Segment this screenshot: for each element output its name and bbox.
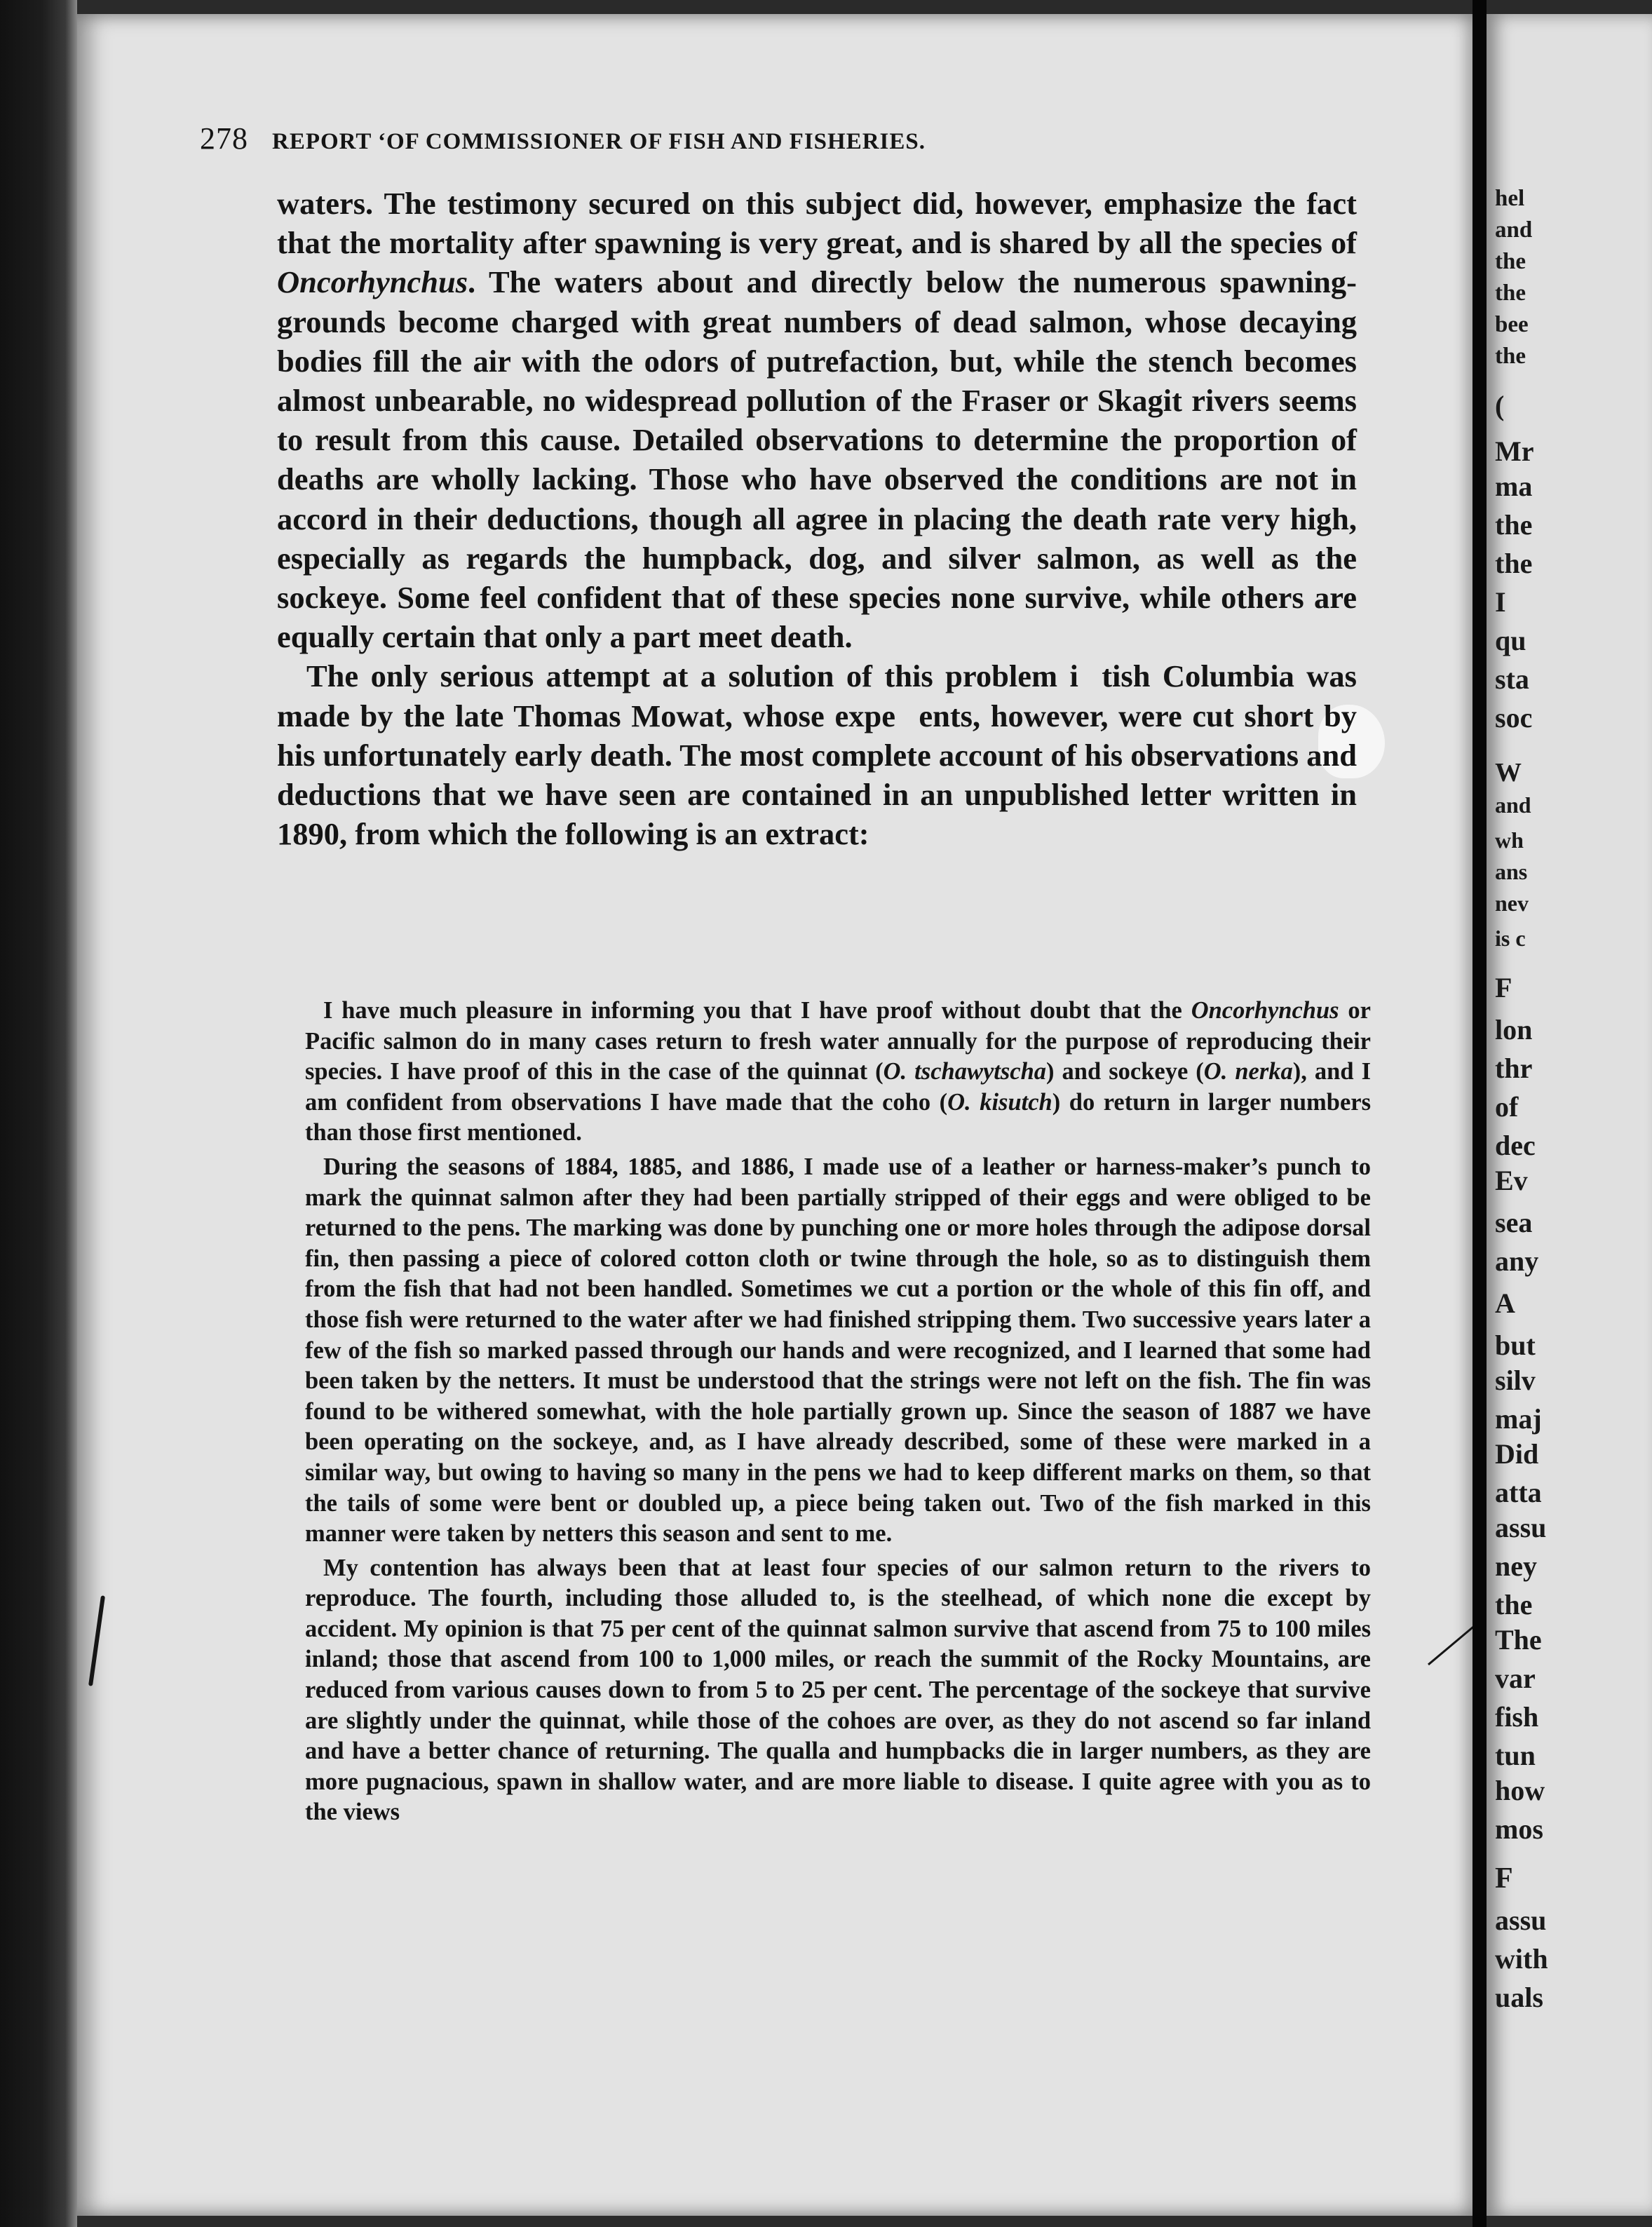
running-title: REPORT ʻOF COMMISSIONER OF FISH AND FISHERIES.	[272, 129, 926, 154]
facing-page-word-fragment: how	[1495, 1775, 1545, 1806]
facing-page-word-fragment: Did	[1495, 1438, 1539, 1470]
facing-page-word-fragment: with	[1495, 1943, 1548, 1975]
extract-paragraph-proof: I have much pleasure in informing you that I have proof without doubt that the Oncorhynchus or Pacific salmon do in many cases return to fresh water annually for the purpose of reproducing their species. I have proof of this in the case of the quinnat (O. tschawytscha) and sockeye (O. nerka), and I am confident from observations I have made that the coho (O. kisutch) do return in larger numbers than those first mentioned.	[305, 997, 1372, 1146]
facing-page-word-fragment: A	[1495, 1287, 1515, 1319]
facing-page-word-fragment: I	[1495, 586, 1506, 618]
page-number: 278	[200, 121, 248, 156]
letter-extract	[305, 996, 1371, 1832]
facing-page-fragment	[1487, 14, 1652, 2216]
facing-page-word-fragment: assu	[1495, 1512, 1547, 1543]
facing-page-word-fragment: the	[1495, 548, 1533, 579]
facing-page-word-fragment: silv	[1495, 1365, 1536, 1396]
facing-page-word-fragment: (	[1495, 390, 1505, 421]
facing-page-word-fragment: and	[1495, 792, 1531, 818]
margin-mark	[1428, 1623, 1472, 1665]
genus-name: Oncorhynchus	[277, 264, 468, 300]
facing-page-word-fragment: F	[1495, 972, 1512, 1003]
facing-page-word-fragment: thr	[1495, 1052, 1533, 1084]
facing-page-word-fragment: qu	[1495, 625, 1526, 656]
facing-page-word-fragment: wh	[1495, 827, 1524, 853]
paragraph-mowat: The only serious attempt at a solution of this problem i tish Columbia was made by the late Thomas Mowat, whose expe ents, however, were cut short by his unfortunately early death. The most complete account of his observations and deductions that we have seen are contained in an unpublished letter written in 1890, from which the following is an extract:	[277, 658, 1357, 852]
facing-page-word-fragment: var	[1495, 1663, 1536, 1694]
facing-page-word-fragment: uals	[1495, 1982, 1543, 2013]
facing-page-word-fragment: soc	[1495, 702, 1533, 733]
facing-page-word-fragment: the	[1495, 280, 1526, 306]
facing-page-word-fragment: assu	[1495, 1904, 1547, 1936]
facing-page-word-fragment: The	[1495, 1624, 1542, 1656]
species-name: O. kisutch	[947, 1088, 1052, 1116]
facing-page-word-fragment: sea	[1495, 1207, 1533, 1238]
facing-page-word-fragment: bee	[1495, 312, 1529, 337]
running-head	[200, 121, 1406, 163]
facing-page-word-fragment: any	[1495, 1245, 1539, 1277]
facing-page-word-fragment: ney	[1495, 1550, 1537, 1582]
facing-page-word-fragment: mos	[1495, 1813, 1543, 1845]
book-binding-edge	[0, 0, 77, 2227]
facing-page-word-fragment: and	[1495, 217, 1533, 243]
margin-mark	[88, 1595, 105, 1686]
facing-page-word-fragment: is c	[1495, 926, 1526, 951]
facing-page-word-fragment: ma	[1495, 471, 1533, 502]
facing-page-word-fragment: maj	[1495, 1403, 1542, 1435]
facing-page-word-fragment: of	[1495, 1091, 1519, 1123]
facing-page-word-fragment: fish	[1495, 1701, 1539, 1733]
species-name: O. nerka	[1203, 1058, 1293, 1085]
facing-page-word-fragment: dec	[1495, 1130, 1536, 1161]
facing-page-word-fragment: lon	[1495, 1014, 1533, 1045]
facing-page-word-fragment: the	[1495, 1589, 1533, 1620]
facing-page-word-fragment: tun	[1495, 1740, 1536, 1771]
facing-page-word-fragment: hel	[1495, 186, 1525, 211]
extract-paragraph-marking: During the seasons of 1884, 1885, and 1886, I made use of a leather or harness-maker’s punch to mark the quinnat salmon after they had been partially stripped of their eggs and were obliged to be returned to the pens. The marking was done by punching one or more holes through the adipose dorsal fin, then passing a piece of colored cotton cloth or twine through the hole, so as to distinguish them from the fish that had not been handled. Sometimes we cut a portion or the whole of this fin off, and those fish were returned to the water after we had finished stripping them. Two successive years later a few of the fish so marked passed through our hands and were recognized, and I learned that some had been taken by the netters. It must be understood that the strings were not left on the fish. The fin was found to be withered somewhat, with the hole partially grown up. Since the season of 1887 we have been operating on the sockeye, and, as I have already described, some of these were marked in a similar way, but owing to having so many in the pens we had to keep different marks on them, so that the tails of some were bent or doubled up, a piece being taken out. Two of the fish marked in this manner were taken by netters this season and sent to me.	[305, 1153, 1371, 1548]
facing-page-word-fragment: the	[1495, 509, 1533, 541]
facing-page-word-fragment: Mr	[1495, 435, 1534, 467]
book-gutter	[1472, 0, 1487, 2227]
facing-page-word-fragment: Ev	[1495, 1165, 1528, 1196]
facing-page-word-fragment: atta	[1495, 1477, 1542, 1508]
facing-page-word-fragment: sta	[1495, 663, 1529, 695]
species-name: O. tschawytscha	[883, 1058, 1047, 1085]
facing-page-word-fragment: the	[1495, 249, 1526, 274]
paragraph-mortality: waters. The testimony secured on this subject did, however, emphasize the fact that the mortality after spawning is very great, and is shared by all the species of Oncorhynchus. The waters about and directly below the numerous spawning-grounds become charged with great numbers of dead salmon, whose decaying bodies fill the air with the odors of putrefaction, but, while the stench becomes almost unbearable, no widespread pollution of the Fraser or Skagit rivers seems to result from this cause. Detailed observations to determine the proportion of deaths are wholly lacking. Those who have observed the conditions are not in accord in their deductions, though all agree in placing the death rate very high, especially as regards the humpback, dog, and silver salmon, as well as the sockeye. Some feel confident that of these species none survive, while others are equally certain that only a part meet death.	[277, 186, 1357, 655]
facing-page-word-fragment: ans	[1495, 859, 1528, 884]
facing-page-word-fragment: the	[1495, 344, 1526, 369]
extract-paragraph-contention: My contention has always been that at least four species of our salmon return to the rivers to reproduce. The fourth, including those alluded to, is the steelhead, of which none die except by accident. My opinion is that 75 per cent of the quinnat salmon survive that ascend from 75 to 100 miles inland; those that ascend from 100 to 1,000 miles, or reach the summit of the Rocky Mountains, are reduced from various causes down to from 5 to 25 per cent. The percentage of the sockeye that survive are slightly under the quinnat, while those of the cohoes are over, as they do not ascend so far inland and have a better chance of returning. The qualla and humpbacks die in larger numbers, as they are more pugnacious, spawn in shallow water, and are more liable to disease. I quite agree with you as to the views	[305, 1554, 1371, 1826]
facing-page-word-fragment: F	[1495, 1862, 1513, 1895]
facing-page-word-fragment: W	[1495, 758, 1522, 787]
facing-page-word-fragment: but	[1495, 1329, 1536, 1361]
main-text	[277, 184, 1357, 853]
genus-name: Oncorhynchus	[1191, 997, 1339, 1024]
facing-page-word-fragment: nev	[1495, 891, 1529, 916]
